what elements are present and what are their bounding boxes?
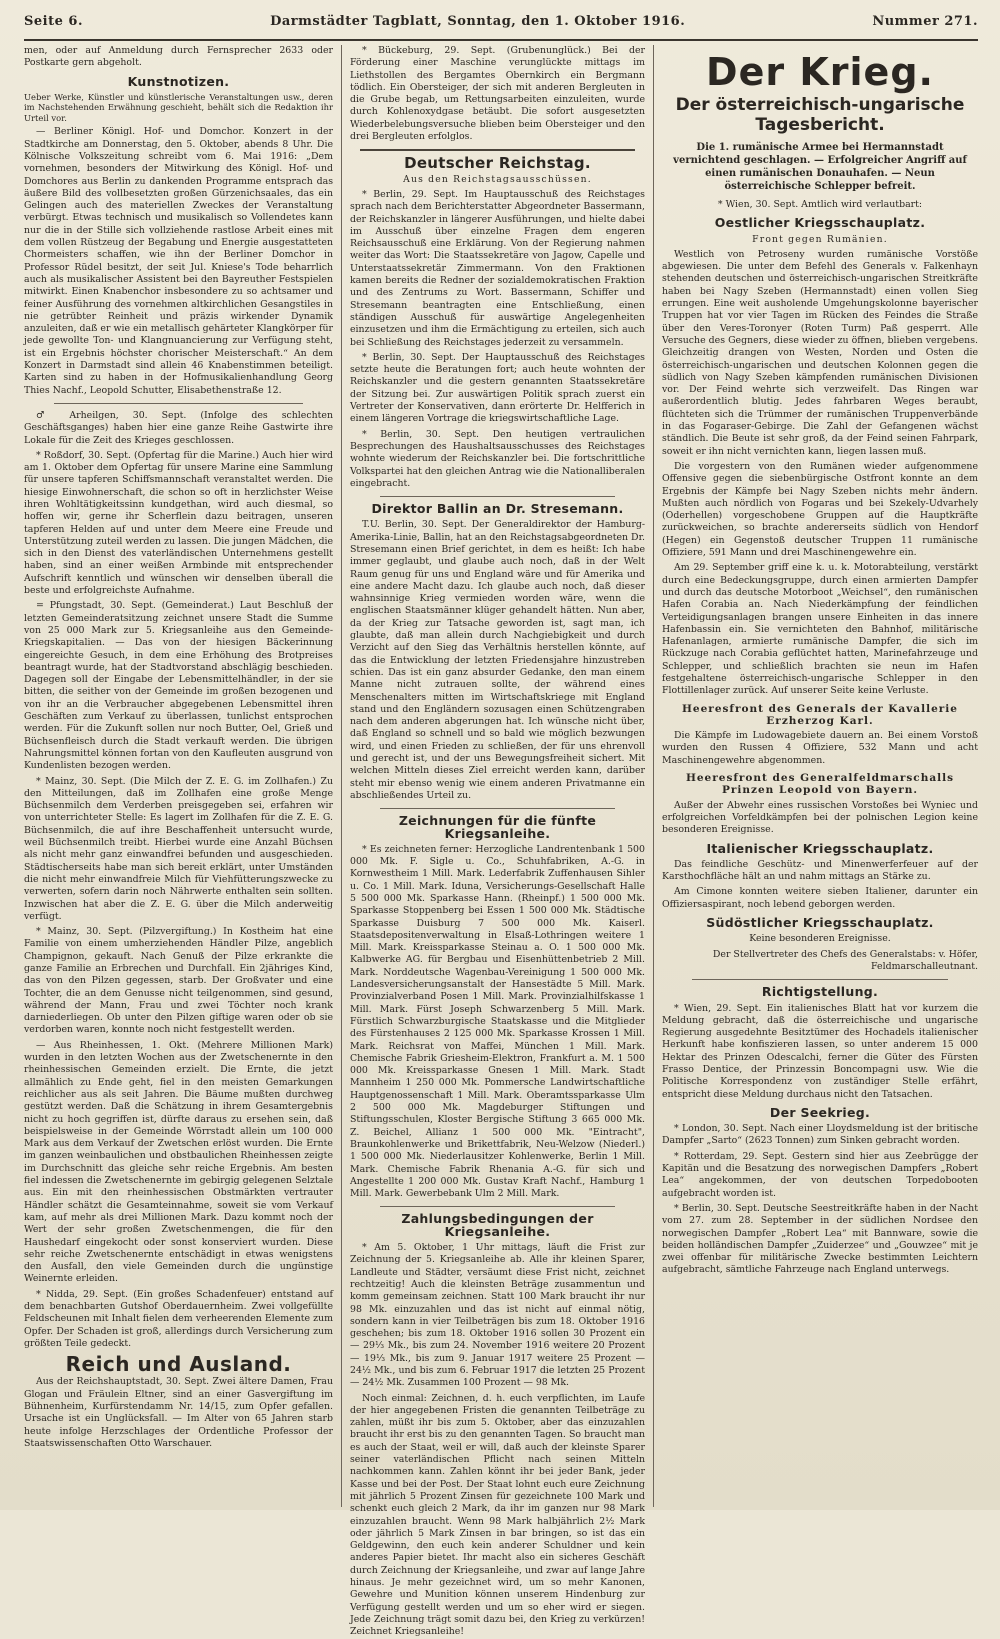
column-left xyxy=(24,45,342,1507)
article-leopold: Außer der Abwehr eines russischen Vorstoßes bei Wyniec und erfolgreichen Vorfeldkämpfen bei der polnischen Legion keine besonderen Ereignisse. xyxy=(662,799,978,836)
divider xyxy=(54,403,303,404)
columns xyxy=(24,45,978,1638)
subheading-tagesbericht: Der österreichisch-ungarische Tagesbericht. xyxy=(675,95,965,135)
heading-zahlungsbedingungen: Zahlungsbedingungen der Kriegsanleihe. xyxy=(401,1211,594,1239)
divider xyxy=(380,496,615,497)
signature-hoefer: Der Stellvertreter des Chefs des Generalstabs: v. Höfer, Feldmarschalleutnant. xyxy=(712,948,978,972)
lead-summary: Die 1. rumänische Armee bei Hermannstadt vernichtend geschlagen. — Erfolgreicher Angriff auf einen rumänischen Donauhafen. — Neun österreichische Schlepper befreit. xyxy=(673,142,967,192)
heading-seekrieg: Der Seekrieg. xyxy=(769,1104,871,1120)
heading-ballin: Direktor Ballin an Dr. Stresemann. xyxy=(371,501,624,517)
article-reichstag-1: * Berlin, 29. Sept. Im Hauptausschuß des Reichstages sprach nach dem Berichterstatter Abgeordneter Bassermann, der Reichskanzler in längerer Ausführungen, und hielte dabei im Ausschuß über einzelne Fragen dem engeren Reichsausschuß eine Erklärung. Von der Regierung nahmen weiter das Wort: Die Staatssekretäre von Jagow, Capelle und Unterstaatssekretär Zimmermann. Von den Fraktionen kamen bereits die Redner der sozialdemokratischen Fraktion und des Zentrums zu Wort. Bassermann, Schiffer und Stresemann beantragten eine Entschließung, einen ständigen Ausschuß für auswärtige Angelegenheiten einzusetzen und ihm die Ermächtigung zu erteilen, sich auch bei Schließung des Reichstages jederzeit zu versammeln. xyxy=(350,188,645,348)
article-ital-1: Das feindliche Geschütz- und Minenwerferfeuer auf der Karsthochfläche hält an und nahm mittags an Stärke zu. xyxy=(662,858,978,883)
article-ballin: T.U. Berlin, 30. Sept. Der Generaldirektor der Hamburg-Amerika-Linie, Ballin, hat an den Reichstagsabgeordneten Dr. Stresemann einen Brief gerichtet, in dem es heißt: Ich habe immer geglaubt, und glaube auch noch, daß in der Welt Raum genug für uns und England wäre und für Amerika und eine andere Macht dazu. Ich glaube auch noch, daß dieser wahnsinnige Krieg vermieden worden wäre, wenn die englischen Staatsmänner klüger gehandelt hätten. Nun aber, da der Krieg zur Tatsache geworden ist, sagt man, ich glaubte, daß man allein durch Nachgiebigkeit und durch Verzicht auf den Sieg das Verhältnis herstellen könnte, auf das die Entwicklung der letzten Friedensjahre hinzustreben schien. Das ist ein ganz absurder Gedanke, den man einem Manne nicht zutrauen sollte, der während eines Menschenalters mitten im Wirtschaftskriege mit England stand und den Engländern sozusagen einen Schützengraben nach dem anderen abgerungen hat. Ich wünsche nicht über, daß England so schnell und so bald wie möglich bezwungen wird, und einen Frieden zu schließen, der für uns ehrenvoll und gerecht ist, und der uns Bewegungsfreiheit sichert. Mit welchen Mitteln dieses Ziel erreicht werden kann, darüber steht mir ebenso wenig wie einem anderen Privatmanne ein abschließendes Urteil zu. xyxy=(350,519,645,801)
article-zahlung-1: * Am 5. Oktober, 1 Uhr mittags, läuft die Frist zur Zeichnung der 5. Kriegsanleihe ab. Alle ihr kleinen Sparer, Landleute und Städter, versäumt diese Frist nicht, zeichnet rechtzeitig! Auch die kleinsten Beträge zusammentun und komm gemeinsam zeichnen. Statt 100 Mark braucht ihr nur 98 Mk. einzuzahlen und das ist nicht auf einmal nötig, sondern kann in vier Teilbeträgen bis zum 18. Oktober 1916 geschehen; bis zum 18. Oktober 1916 sollen 30 Prozent ein — 29⅓ Mk., bis zum 24. November 1916 weitere 20 Prozent — 19⅓ Mk., bis zum 9. Januar 1917 weitere 25 Prozent — 24½ Mk., und bis zum 6. Februar 1917 die letzten 25 Prozent — 24½ Mk. Zusammen 100 Prozent — 98 Mk. xyxy=(350,1242,645,1389)
divider xyxy=(380,1206,615,1207)
article-arheilgen: ♂ Arheilgen, 30. Sept. (Infolge des schlechten Geschäftsganges) haben hier eine ganze Reihe Gastwirte ihre Lokale für die Zeit des Krieges geschlossen. xyxy=(24,409,333,446)
paper-title-date: Darmstädter Tagblatt, Sonntag, den 1. Oktober 1916. xyxy=(270,14,686,29)
article-ost-1: Westlich von Petroseny wurden rumänische Vorstöße abgewiesen. Die unter dem Befehl des Generals v. Falkenhayn stehenden deutschen und österreichisch-ungarischen Streitkräfte haben bei Nagy Szeben (Hermannstadt) einen vollen Sieg errungen. Eine weit ausholende Umgehungskolonne bayerischer Truppen hat vor vier Tagen im Rücken des Feindes die Straße über den Veres-Toronyer (Roten Turm) Paß gesperrt. Alle Versuche des Gegners, diese wieder zu öffnen, blieben vergebens. Gleichzeitig drangen von Westen, Norden und Osten die österreichisch-ungarischen und deutschen Kolonnen gegen die südlich von Nagy Szeben kämpfenden rumänischen Divisionen vor. Der Feind wehrte sich verzweifelt. Das Ringen war außerordentlich blutig. Jedes fahrbaren Weges beraubt, flüchteten sich die Trümmer der rumänischen Truppenverbände in das Fogaraser-Gebirge. Die Zahl der Gefangenen wächst ständlich. Die Beute ist sehr groß, da der Feind seinen Fahrpark, soweit er ihn nicht vernichten kann, liegen lassen muß. xyxy=(662,248,978,457)
article-bueckeburg: * Bückeburg, 29. Sept. (Grubenunglück.) Bei der Förderung einer Maschine verunglückte mittags im Liethstollen des Bergamtes Obernkirch ein Bergmann tödlich. Ein Obersteiger, der sich mit anderen Bergleuten in die Grube begab, um Rettungsarbeiten einzuleiten, wurde durch Kohlenoxydgase betäubt. Die sofort ausgesetzten Wiederbelebungsversuche blieben beim Obersteiger und den drei Bergleuten erfolglos. xyxy=(350,45,645,143)
article-zeichnungen: * Es zeichneten ferner: Herzogliche Landrentenbank 1 500 000 Mk. F. Sigle u. Co., Schuhfabriken, A.-G. in Kornwestheim 1 Mill. Mark. Lederfabrik Zuffenhausen Sihler u. Co. 1 Mill. Mark. Iduna, Versicherungs-Gesellschaft Halle 5 500 000 Mk. Sparkasse Hann. (Rheinpf.) 1 500 000 Mk. Sparkasse Stoppenberg bei Essen 1 500 000 Mk. Städtische Sparkasse Duisburg 7 500 000 Mk. Kaiserl. Staatsdepositenverwaltung in Elsaß-Lothringen weitere 1 Mill. Mark. Kreissparkasse Steinau a. O. 1 500 000 Mk. Kalbwerke AG. für Bergbau und Eisenhüttenbetrieb 2 Mill. Mark. Norddeutsche Wagenbau-Vereinigung 1 500 000 Mk. Landesversicherungsanstalt der Hansestädte 5 Mill. Mark. Provinzialverband Posen 1 Mill. Mark. Provinzialhilfskasse 1 Mill. Mark. Fürst Joseph Schwarzenberg 5 Mill. Mark. Fürstlich Schwarzburgische Staatskasse und die Mitglieder des Fürstenhauses 2 125 000 Mk. Sparkasse Krossen 1 Mill. Mark. Reichsrat von Maffei, München 1 Mill. Mark. Chemische Fabrik Griesheim-Elektron, Frankfurt a. M. 1 500 000 Mk. Kreissparkasse Gnesen 1 Mill. Mark. Stadt Mannheim 1 250 000 Mk. Pommersche Landwirtschaftliche Hauptgenossenschaft 1 Mill. Mark. Oberamtssparkasse Ulm 2 500 000 Mk. Magdeburger Stiftungen und Stiftungsschulen, Kloster Bergische Stiftung 3 665 000 Mk. Z. Beichel, Allianz 1 500 000 Mk. "Eintracht", Braunkohlenwerke und Brikettfabrik, Neu-Welzow (Niederl.) 1 500 000 Mk. Niederlausitzer Kohlenwerke, Berlin 1 Mill. Mark. Chemische Fabrik Rhenania A.-G. für sich und Angestellte 1 200 000 Mk. Gustav Kraft Nachf., Hamburg 1 Mill. Mark. Gewerbebank Ulm 2 Mill. Mark. xyxy=(350,843,645,1200)
article-ital-2: Am Cimone konnten weitere sieben Italiener, darunter ein Offiziersaspirant, noch lebend geborgen werden. xyxy=(662,886,978,910)
article-rossdorf: * Roßdorf, 30. Sept. (Opfertag für die Marine.) Auch hier wird am 1. Oktober dem Opfertag für unsere Marine eine Sammlung für unsere tapferen Schiffsmannschaft veranstaltet werden. Die hiesige Einwohnerschaft, die schon so oft in herzlichster Weise ihren Wohltätigkeitssinn kundgethan, wird auch diesmal, so hoffen wir, gerne ihr Scherflein dazu beitragen, unseren tapferen Helden auf und unter dem Meere eine Freude und Unterstützung zuteil werden zu lassen. Die jungen Mädchen, die sich in den Dienst des vaterländischen Unternehmens gestellt haben, sind an einer weißen Armbinde mit entsprechender Aufschrift kenntlich und wünschen wir denselben überall die beste und erfolgreichste Aufnahme. xyxy=(24,449,333,597)
subheading-rumaenien: Front gegen Rumänien. xyxy=(752,233,888,245)
article-see-2: * Rotterdam, 29. Sept. Gestern sind hier aus Zeebrügge der Kapitän und die Besatzung des norwegischen Dampfers „Robert Lea“ angekommen, der von deutschen Torpedobooten aufgebracht worden ist. xyxy=(662,1150,978,1199)
article-reichshauptstadt: Aus der Reichshauptstadt, 30. Sept. Zwei ältere Damen, Frau Glogan und Fräulein Eltner, sind an einer Gasvergiftung im Bühnenheim, Kurfürstendamm Nr. 14/15, zum Opfer gefallen. Ursache ist ein Unglücksfall. — Im Alter von 65 Jahren starb heute infolge Herzschlages der Ordentliche Professor der Staatswissenschaften Otto Warschauer. xyxy=(24,1376,333,1449)
article-mainz-pilz: * Mainz, 30. Sept. (Pilzvergiftung.) In Kostheim hat eine Familie von einem umherziehenden Händler Pilze, angeblich Champignon, gekauft. Nach Genuß der Pilze erkrankte die ganze Familie an Erbrechen und Durchfall. Ein 2jähriges Kind, das von den Pilzen gegessen, starb. Der Großvater und eine Tochter, die an dem Genusse nicht teilgenommen, sind gesund, während der Mann, Frau und zwei Töchter noch krank darniederliegen. Ob unter den Pilzen giftige waren oder ob sie verdorben waren, konnte noch nicht festgestellt werden. xyxy=(24,926,333,1036)
divider xyxy=(380,808,615,809)
article-rheinhessen: — Aus Rheinhessen, 1. Okt. (Mehrere Millionen Mark) wurden in den letzten Wochen aus der Zwetschenernte in den rheinhessischen Gemeinden erzielt. Die Ernte, die jetzt allmählich zu Ende geht, fiel in den meisten Gemarkungen reichlicher aus als seit Jahren. Die Bäume mußten durchweg gestützt werden. Daß die Schätzung in ihrem Gesamtergebnis nicht zu hoch gegriffen ist, dürfte daraus zu ersehen sein, daß beispielsweise in der Gemeinde Wörrstadt allein um 100 000 Mark aus dem Verkauf der Zwetschen erlöst wurden. Die Ernte im ganzen weinbaulichen und obstbaulichen Rheinhessen zeigte im Durchschnitt das gleiche sehr reiche Ergebnis. Am besten fiel indessen die Zwetschenernte im gebirgig gelegenen Selztale aus. Ein mit den rheinhessischen Obstmärkten vertrauter Händler schätzt die Gesamteinnahme, soweit sie vom Verkauf kam, auf mehr als drei Millionen Mark. Dazu kommt noch der Wert der sehr großen Zwetschenmengen, die für den Haushedarf eingekocht oder sonst konserviert wurden. Diese sehr reiche Zwetschenernte entschädigt in etwas wenigstens den Ausfall, den viele Gemeinden durch die ungünstige Weinernte erleiden. xyxy=(24,1039,333,1285)
article-ost-2: Die vorgestern von den Rumänen wieder aufgenommene Offensive gegen die siebenbürgische Ostfront konnte an dem Ergebnis der Kämpfe bei Nagy Szeben nichts mehr ändern. Mußten auch nördlich von Fogaras und bei Szekely-Udvarhely (Oderhellen) vorgeschobene Gruppen auf die Hauptkräfte zurückweichen, so brachte andererseits südlich von Hendorf (Hegen) ein Gegenstoß deutscher Truppen 11 rumänische Offiziere, 591 Mann und drei Maschinengewehre ein. xyxy=(662,460,978,559)
issue-number: Nummer 271. xyxy=(872,14,978,29)
article-reichstag-2: * Berlin, 30. Sept. Der Hauptausschuß des Reichstages setzte heute die Beratungen fort; auch heute wohnten der Reichskanzler und die gestern genannten Staatssekretäre der Sitzung bei. Zur auswärtigen Politik sprach zuerst ein Vertreter der Konservativen, dann erörterte Dr. Helfferich in einem längeren Vortrage die kriegswirtschaftliche Lage. xyxy=(350,351,645,425)
kunst-note: Ueber Werke, Künstler und künstlerische Veranstaltungen usw., deren im Nachstehenden Erwähnung geschieht, behält sich die Redaktion ihr Urteil vor. xyxy=(24,91,333,123)
divider xyxy=(360,149,635,151)
article-mainz-milch: * Mainz, 30. Sept. (Die Milch der Z. E. G. im Zollhafen.) Zu den Mitteilungen, daß im Zollhafen eine große Menge Büchsenmilch dem Verderben preisgegeben sei, erfahren wir von unterrichteter Stelle: Es lagert im Zollhafen für die Z. E. G. Büchsenmilch, die auf ihre Beschaffenheit untersucht wurde, weil Büchsenmilch treibt. Hierbei wurde eine Anzahl Büchsen als nicht mehr ganz einwandfrei befunden und ausgeschieden. Städtischerseits habe man sich bereit erklärt, unter Umständen die nicht mehr einwandfreie Milch für Viehfütterungszwecke zu verwerten, sofern darin noch Nährwerte enthalten sein sollten. Inzwischen hat aber die Z. E. G. über die Milch anderweitig verfügt. xyxy=(24,775,333,922)
heading-prinz-leopold: Heeresfront des Generalfeldmarschalls Prinzen Leopold von Bayern. xyxy=(685,772,955,797)
heading-richtigstellung: Richtigstellung. xyxy=(761,984,879,1000)
article-see-1: * London, 30. Sept. Nach einer Lloydsmeldung ist der britische Dampfer „Sarto“ (2623 Tonnen) zum Sinken gebracht worden. xyxy=(662,1123,978,1147)
article-nidda: * Nidda, 29. Sept. (Ein großes Schadenfeuer) entstand auf dem benachbarten Gutshof Oberdauernheim. Zwei vollgefüllte Feldscheunen mit Inhalt fielen dem verheerenden Elemente zum Opfer. Der Schaden ist groß, allerdings durch Versicherung zum größten Teile gedeckt. xyxy=(24,1288,333,1349)
heading-reich-ausland: Reich und Ausland. xyxy=(65,1352,292,1377)
article-domchor: — Berliner Königl. Hof- und Domchor. Konzert in der Stadtkirche am Donnerstag, den 5. Oktober, abends 8 Uhr. Die Kölnische Volkszeitung schreibt vom 6. Mai 1916: „Dem vornehmen, besonders der Mitwirkung des Königl. Hof- und Domchores aus Berlin zu dankenden Programme entsprach das äußere Bild des vollbesetzten großen Gürzenichsaales, das ein Gelingen auch des materiellen Zweckes der Veranstaltung verbürgt. Etwas technisch und musikalisch so Vollendetes kann nur die in der Stille sich vollziehende rastlose Arbeit eines mit dem vollen Rüstzeug der Begabung und Energie ausgestatteten Chormeisters schaffen, wie ihn der Berliner Domchor in Professor Rüdel besitzt, der seit Jul. Kniese's Tode beharrlich auch als musikalischer Assistent bei den Bayreuther Festspielen mitwirkt. Einen Knabenchor insbesondere zu so achtsamer und feiner Ausführung des vornehmen altkirchlichen Gesangstiles in nie getrübter Reinheit und präzis wirkender Dynamik anzuleiten, daß er wie ein metallisch gehärteter Klangkörper für jede gewollte Ton- und Klangnuancierung zur Verfügung steht, ist ein Ergebnis höchster chorischer Meisterschaft.“ An dem Konzert in Darmstadt sind allein 46 Knabenstimmen beteiligt. Karten sind zu haben in der Hofmusikalienhandlung Georg Thies Nachf., Leopold Schutter, Elisabethenstraße 12. xyxy=(24,126,333,396)
intro-text: men, oder auf Anmeldung durch Fernsprecher 2633 oder Postkarte gern abgeholt. xyxy=(24,45,333,69)
article-richtigstellung: * Wien, 29. Sept. Ein italienisches Blatt hat vor kurzem die Meldung gebracht, daß die österreichische und ungarische Regierung ausgedehnte Besitztümer des Hochadels italienischer Herkunft habe konfiszieren lassen, so unter anderem 15 000 Hektar des Prinzen Odescalchi, ferner die Güter des Fürsten Frasso Dentice, der Prinzessin Boncompagni usw. Wie die Politische Korrespondenz von zuständiger Stelle erfährt, entspricht diese Meldung durchaus nicht den Tatsachen. xyxy=(662,1002,978,1100)
article-see-3: * Berlin, 30. Sept. Deutsche Seestreitkräfte haben in der Nacht vom 27. zum 28. September in der südlichen Nordsee den norwegischen Dampfer „Robert Lea“ mit Bannware, sowie die beiden holländischen Dampfer „Zuiderzee“ und „Gouwzee“ mit je zwei offenbar für militärische Zwecke bestimmten Leichtern aufgebracht, sämtliche Fahrzeuge nach England unterwegs. xyxy=(662,1202,978,1276)
article-zahlung-2: Noch einmal: Zeichnen, d. h. euch verpflichten, im Laufe der hier angegebenen Fristen die genannten Teilbeträge zu zahlen, müßt ihr bis zum 5. Oktober, aber das einzuzahlen braucht ihr erst bis zu den genannten Tagen. So braucht man es auch der Staat, weil er will, daß auch der kleinste Sparer seiner vaterländischen Pflicht nach seinen Mitteln nachkommen kann. Zahlen könnt ihr bei jeder Bank, jeder Kasse und bei der Post. Der Staat lohnt euch eure Zeichnung mit jährlich 5 Prozent Zinsen für gezeichnete 100 Mark und schenkt euch gleich 2 Mark, da ihr im ganzen nur 98 Mark einzuzahlen braucht. Wenn 98 Mark halbjährlich 2½ Mark oder jährlich 5 Mark Zinsen in bar bringen, so ist das ein Geldgewinn, den euch kein anderer Schuldner und kein anderes Papier bietet. Ihr macht also ein sicheres Geschäft durch Zeichnung der Kriegsanleihe, und zwar auf lange Jahre hinaus. Je mehr gezeichnet wird, um so mehr Kanonen, Gewehre und Munition können unserem Hindenburg zur Verfügung gestellt werden und um so eher wird er siegen. Jede Zeichnung trägt somit dazu bei, den Krieg zu verkürzen! Zeichnet Kriegsanleihe! xyxy=(350,1392,645,1638)
column-middle xyxy=(342,45,654,1638)
heading-erzherzog-karl: Heeresfront des Generals der Kavallerie Erzherzog Karl. xyxy=(682,702,958,727)
heading-reichstag: Deutscher Reichstag. xyxy=(404,154,591,173)
heading-oestlicher: Oestlicher Kriegsschauplatz. xyxy=(714,215,926,231)
masthead xyxy=(24,14,978,41)
heading-der-krieg: Der Krieg. xyxy=(706,50,934,94)
article-pfungstadt: = Pfungstadt, 30. Sept. (Gemeinderat.) Laut Beschluß der letzten Gemeinderatsitzung zeichnet unsere Stadt die Summe von 25 000 Mark zur 5. Kriegsanleihe aus den Gemeinde-Kriegskapitalien. — Das von der hiesigen Bäckerinnung eingereichte Gesuch, in dem eine Erhöhung des Brotpreises beantragt wurde, hat der Stadtvorstand abschlägig beschieden. Dagegen soll der Eingabe der Lebensmittelhändler, in der sie bitten, die seither von der Gemeinde im großen bezogenen und von ihr an die Verbraucher abgegebenen Lebensmittel ihren Geschäften zum Verkauf zu überlassen, tunlichst entsprochen werden. Für die Zukunft sollen nur noch Butter, Oel, Grieß und Büchsenfleisch durch die Stadt verkauft werden. Die übrigen Nahrungsmittel können fortan von den Kaufleuten ausgrund von Kundenlisten bezogen werden. xyxy=(24,600,333,772)
dateline-wien: * Wien, 30. Sept. Amtlich wird verlautbart: xyxy=(717,199,923,210)
article-reichstag-3: * Berlin, 30. Sept. Den heutigen vertraulichen Besprechungen des Haushaltsausschusses des Reichstages wohnte wiederum der Reichskanzler bei. Die fortschrittliche Volkspartei hat den gleichen Antrag wie die Nationalliberalen eingebracht. xyxy=(350,428,645,489)
page-number: Seite 6. xyxy=(24,14,83,29)
heading-suedoestlicher: Südöstlicher Kriegsschauplatz. xyxy=(706,915,934,931)
subheading-reichstag: Aus den Reichstagsausschüssen. xyxy=(403,173,592,185)
divider xyxy=(692,979,948,980)
article-ost-3: Am 29. September griff eine k. u. k. Motorabteilung, verstärkt durch eine Bedeckungsgruppe, durch einen armierten Dampfer und durch das deutsche Motorboot „Weichsel“, den rumänischen Hafen Corabia an. Nach Niederkämpfung der feindlichen Verteidigungsanlagen brangen unsere Einheiten in das innere Hafenbassin ein. Sie vernichteten den Bahnhof, militärische Hafenanlagen, armierte rumänische Dampfer, die sich im Rückzuge nach Corabia geflüchtet hatten, Marinefahrzeuge und Schlepper, und schließlich brachten sie neun im Hafen festgehaltene österreichisch-ungarische Schlepper in den Flottillenlager zurück. Auf unserer Seite keine Verluste. xyxy=(662,562,978,697)
column-right xyxy=(654,45,978,1507)
heading-kunstnotizen: Kunstnotizen. xyxy=(127,73,230,89)
heading-italienischer: Italienischer Kriegsschauplatz. xyxy=(706,840,934,856)
article-karl: Die Kämpfe im Ludowagebiete dauern an. Bei einem Vorstoß wurden den Russen 4 Offiziere, 532 Mann und acht Maschinengewehre abgenommen. xyxy=(662,730,978,766)
heading-zeichnungen: Zeichnungen für die fünfte Kriegsanleihe. xyxy=(398,813,597,841)
article-sued-1: Keine besonderen Ereignisse. xyxy=(749,933,891,945)
